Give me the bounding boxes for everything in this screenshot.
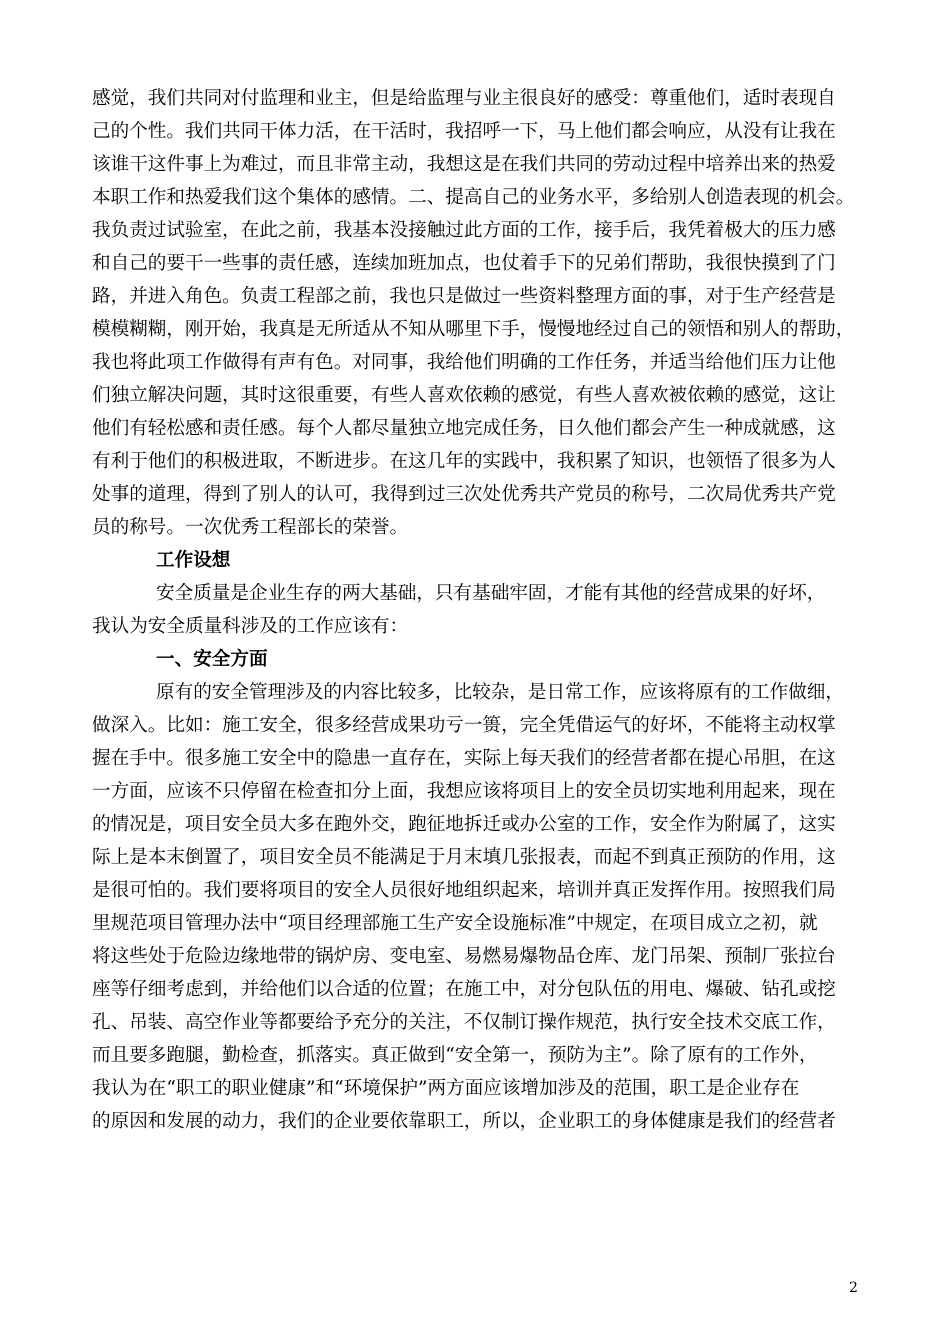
body-line: 们独立解决问题，其时这很重要，有些人喜欢依赖的感觉，有些人喜欢被依赖的感觉，这让 xyxy=(92,385,836,406)
body-line: 孔、吊装、高空作业等都要给予充分的关注，不仅制订操作规范，执行安全技术交底工作， xyxy=(92,1012,836,1033)
body-line: 和自己的要干一些事的责任感，连续加班加点，也仗着手下的兄弟们帮助，我很快摸到了门 xyxy=(92,253,836,274)
page-number: 2 xyxy=(849,1280,858,1296)
body-line: 本职工作和热爱我们这个集体的感情。二、提高自己的业务水平，多给别人创造表现的机会。 xyxy=(92,187,855,208)
body-line: 将这些处于危险边缘地带的锅炉房、变电室、易燃易爆物品仓库、龙门吊架、预制厂张拉台 xyxy=(92,946,836,967)
body-line: 的情况是，项目安全员大多在跑外交，跑征地拆迁或办公室的工作，安全作为附属了，这实 xyxy=(92,814,836,835)
body-line: 的原因和发展的动力，我们的企业要依靠职工，所以，企业职工的身体健康是我们的经营者 xyxy=(92,1111,836,1132)
body-line: 际上是本末倒置了，项目安全员不能满足于月末填几张报表，而起不到真正预防的作用，这 xyxy=(92,847,836,868)
body-line: 有利于他们的积极进取，不断进步。在这几年的实践中，我积累了知识，也领悟了很多为人 xyxy=(92,451,836,472)
body-line: 安全质量是企业生存的两大基础，只有基础牢固，才能有其他的经营成果的好坏， xyxy=(156,583,826,604)
body-line: 处事的道理，得到了别人的认可，我得到过三次处优秀共产党员的称号，二次局优秀共产党 xyxy=(92,484,836,505)
body-line: 我也将此项工作做得有声有色。对同事，我给他们明确的工作任务，并适当给他们压力让他 xyxy=(92,352,836,373)
body-line: 他们有轻松感和责任感。每个人都尽量独立地完成任务，日久他们都会产生一种成就感，这 xyxy=(92,418,836,439)
body-line: 而且要多跑腿，勤检查，抓落实。真正做到“安全第一，预防为主”。除了原有的工作外， xyxy=(92,1045,818,1066)
body-line: 一方面，应该不只停留在检查扣分上面，我想应该将项目上的安全员切实地利用起来，现在 xyxy=(92,781,836,802)
body-line: 感觉，我们共同对付监理和业主，但是给监理与业主很良好的感受：尊重他们，适时表现自 xyxy=(92,88,836,109)
body-line: 我负责过试验室，在此之前，我基本没接触过此方面的工作，接手后，我凭着极大的压力感 xyxy=(92,220,836,241)
body-line: 路，并进入角色。负责工程部之前，我也只是做过一些资料整理方面的事，对于生产经营是 xyxy=(92,286,836,307)
body-line: 座等仔细考虑到，并给他们以合适的位置；在施工中，对分包队伍的用电、爆破、钻孔或挖 xyxy=(92,979,836,1000)
body-line: 做深入。比如：施工安全，很多经营成果功亏一篑，完全凭借运气的好坏，不能将主动权掌 xyxy=(92,715,836,736)
body-line: 握在手中。很多施工安全中的隐患一直存在，实际上每天我们的经营者都在提心吊胆，在这 xyxy=(92,748,836,769)
body-line: 是很可怕的。我们要将项目的安全人员很好地组织起来，培训并真正发挥作用。按照我们局 xyxy=(92,880,836,901)
body-line: 我认为在“职工的职业健康”和“环境保护”两方面应该增加涉及的范围，职工是企业存在 xyxy=(92,1078,800,1099)
body-line: 该谁干这件事上为难过，而且非常主动，我想这是在我们共同的劳动过程中培养出来的热爱 xyxy=(92,154,836,175)
body-line: 模模糊糊，刚开始，我真是无所适从不知从哪里下手，慢慢地经过自己的领悟和别人的帮助， xyxy=(92,319,855,340)
section-heading-work-plan: 工作设想 xyxy=(156,550,231,571)
body-line: 我认为安全质量科涉及的工作应该有： xyxy=(92,616,409,637)
body-line: 员的称号。一次优秀工程部长的荣誉。 xyxy=(92,517,409,538)
body-line: 原有的安全管理涉及的内容比较多，比较杂，是日常工作，应该将原有的工作做细， xyxy=(156,682,844,703)
body-line: 己的个性。我们共同干体力活，在干活时，我招呼一下，马上他们都会响应，从没有让我在 xyxy=(92,121,836,142)
body-line: 里规范项目管理办法中“项目经理部施工生产安全设施标准”中规定，在项目成立之初，就 xyxy=(92,913,818,934)
section-heading-safety: 一、安全方面 xyxy=(156,649,268,670)
